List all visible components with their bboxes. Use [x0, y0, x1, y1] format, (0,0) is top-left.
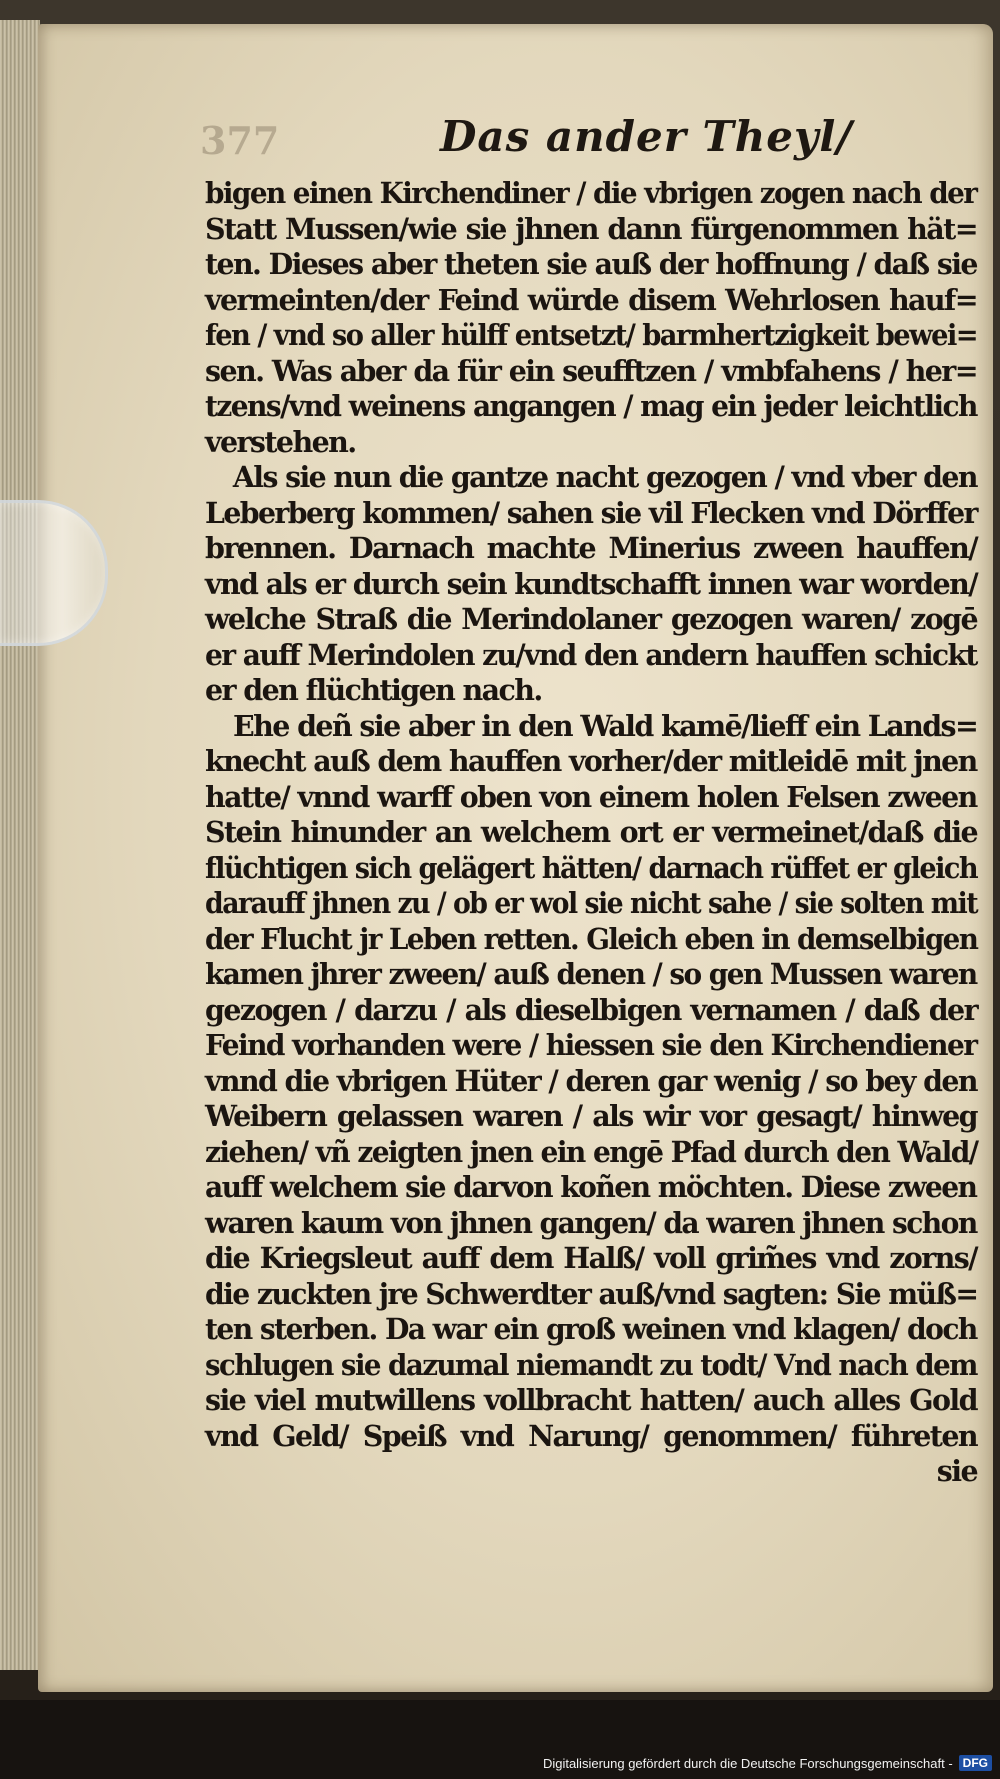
text-line: vnd als er durch sein kundtschafft innen war worden/	[205, 566, 978, 601]
text-line: kamen jhrer zween/ auß denen / so gen Mussen waren	[205, 957, 977, 991]
text-line: Stein hinunder an welchem ort er vermeinet/daß die	[205, 815, 977, 849]
text-line: hatte/ vnnd warff oben von einem holen Felsen zween	[205, 779, 977, 814]
text-line: vnnd die vbrigen Hüter / deren gar wenig / so bey den	[205, 1063, 977, 1098]
text-line: ten sterben. Da war ein groß weinen vnd klagen/ doch	[205, 1312, 977, 1346]
body-text	[205, 176, 977, 1490]
text-line: Statt Mussen/wie sie jhnen dann fürgenommen hät=	[205, 211, 977, 246]
text-line: tzens/vnd weinens angangen / mag ein jeder leichtlich	[205, 389, 977, 423]
text-line: vermeinten/der Feind würde disem Wehrlosen hauf=	[205, 282, 977, 317]
paragraph-start-line: Ehe deñ sie aber in den Wald kamē/lieff ein Lands=	[233, 708, 978, 743]
text-line: schlugen sie dazumal niemandt zu todt/ Vnd nach dem	[205, 1347, 977, 1382]
text-line: Leberberg kommen/ sahen sie vil Flecken vnd Dörffer	[205, 495, 977, 530]
text-line: ziehen/ vñ zeigten jnen ein engē Pfad durch den Wald/	[205, 1134, 978, 1169]
text-line: auff welchem sie darvon koñen möchten. Diese zween	[205, 1170, 977, 1204]
text-line: flüchtigen sich gelägert hätten/ darnach rüffet er gleich	[205, 850, 978, 885]
text-line: waren kaum von jhnen gangen/ da waren jhnen schon	[205, 1205, 977, 1240]
text-line: gezogen / darzu / als dieselbigen vernamen / daß der	[205, 992, 977, 1027]
paragraph-start-line: Als sie nun die gantze nacht gezogen / vnd vber den	[232, 460, 977, 494]
running-head: Das ander Theyl/	[440, 112, 853, 161]
page-number: 377	[200, 118, 280, 163]
text-line: darauff jhnen zu / ob er wol sie nicht sahe / sie solten mit	[205, 886, 978, 920]
text-line: der Flucht jr Leben retten. Gleich eben in demselbigen	[205, 921, 978, 956]
footer-credit	[543, 1755, 992, 1771]
text-line: ten. Dieses aber theten sie auß der hoffnung / daß sie	[205, 247, 977, 281]
text-line: brennen. Darnach machte Minerius zween hauffen/	[205, 531, 977, 565]
text-line: fen / vnd so aller hülff entsetzt/ barmhertzigkeit bewei=	[205, 318, 978, 352]
text-line: die Kriegsleut auff dem Halß/ voll grim̃es vnd zorns/	[205, 1241, 977, 1275]
text-line: knecht auß dem hauffen vorher/der mitleidē mit jnen	[205, 744, 977, 778]
text-line: Weibern gelassen waren / als wir vor gesagt/ hinweg	[205, 1099, 977, 1133]
text-line: die zuckten jre Schwerdter auß/vnd sagten: Sie müß=	[205, 1276, 978, 1311]
text-line: welche Straß die Merindolaner gezogen waren/ zogē	[205, 602, 977, 636]
text-line: er den flüchtigen nach.	[205, 673, 542, 707]
page-stack-edge	[0, 20, 40, 1670]
dfg-logo: DFG	[959, 1755, 992, 1771]
text-line: vnd Geld/ Speiß vnd Narung/ genommen/ führeten	[205, 1418, 977, 1453]
catchword: sie	[936, 1454, 977, 1488]
text-line: verstehen.	[205, 424, 356, 459]
text-line: sen. Was aber da für ein seufftzen / vmbfahens / her=	[205, 353, 977, 388]
text-line: bigen einen Kirchendiner / die vbrigen zogen nach der	[205, 176, 977, 210]
text-line: sie viel mutwillens vollbracht hatten/ auch alles Gold	[205, 1383, 977, 1417]
text-line: er auff Merindolen zu/vnd den andern hauffen schickt	[205, 637, 977, 672]
text-line: Feind vorhanden were / hiessen sie den Kirchendiener	[205, 1028, 977, 1062]
footer-credit-text: Digitalisierung gefördert durch die Deutsche Forschungsgemeinschaft -	[542, 1755, 953, 1771]
